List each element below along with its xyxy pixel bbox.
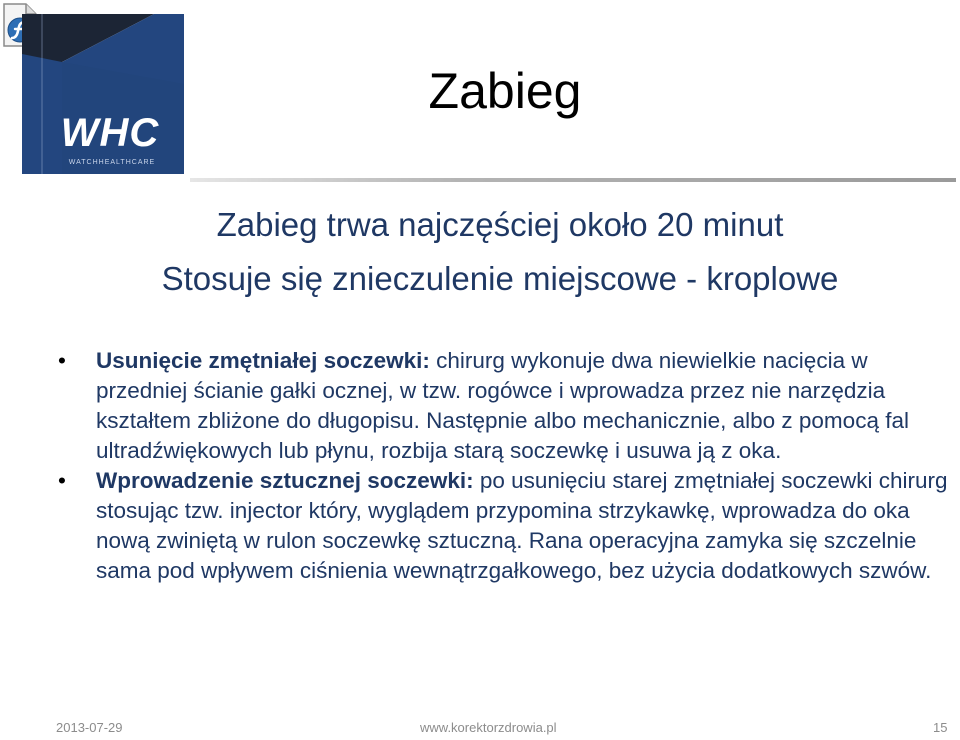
bullet-marker: • <box>58 468 66 493</box>
whc-logo-tagline: WATCHHEALTHCARE <box>68 159 156 166</box>
subtitle-line: Zabieg trwa najczęściej około 20 minut <box>216 206 784 243</box>
footer-url: www.korektorzdrowia.pl <box>420 720 557 735</box>
bullet-marker: • <box>58 348 66 373</box>
bullet-text: chirurg wykonuje dwa niewielkie nacięcia w przedniej ścianie gałki ocznej, w tzw. rogówce i wprowadza przez nie narzędzia kształtem zbliżone do długopisu. Następnie albo mechanicznie, albo z pomocą fal ultradźwiękowych lub płynu, rozbija starą soczewkę i usuwa ją z oka. <box>96 348 909 463</box>
bullet-list <box>58 346 948 586</box>
slide-subtitles <box>40 198 960 306</box>
bullet-item <box>58 346 948 466</box>
whc-logo-banner <box>22 14 184 174</box>
title-divider <box>190 178 956 182</box>
bullet-item <box>58 466 948 586</box>
bullet-text: po usunięciu starej zmętniałej soczewki chirurg stosując tzw. injector który, wyglądem przypomina strzykawkę, wprowadza do oka nową zwiniętą w rulon soczewkę sztuczną. Rana operacyjna zamyka się szczelnie sama pod wpływem ciśnienia wewnątrzgałkowego, bez użycia dodatkowych szwów. <box>96 468 948 583</box>
subtitle-line: Stosuje się znieczulenie miejscowe - kroplowe <box>161 260 839 297</box>
bullet-heading: Usunięcie zmętniałej soczewki: <box>96 348 430 373</box>
footer-page-number: 15 <box>933 720 948 735</box>
bullet-heading: Wprowadzenie sztucznej soczewki: <box>96 468 474 493</box>
slide-title: Zabieg <box>428 63 582 119</box>
whc-logo-letters <box>61 111 160 155</box>
footer-date: 2013-07-29 <box>56 720 123 735</box>
svg-text:WHC: WHC <box>60 111 160 155</box>
